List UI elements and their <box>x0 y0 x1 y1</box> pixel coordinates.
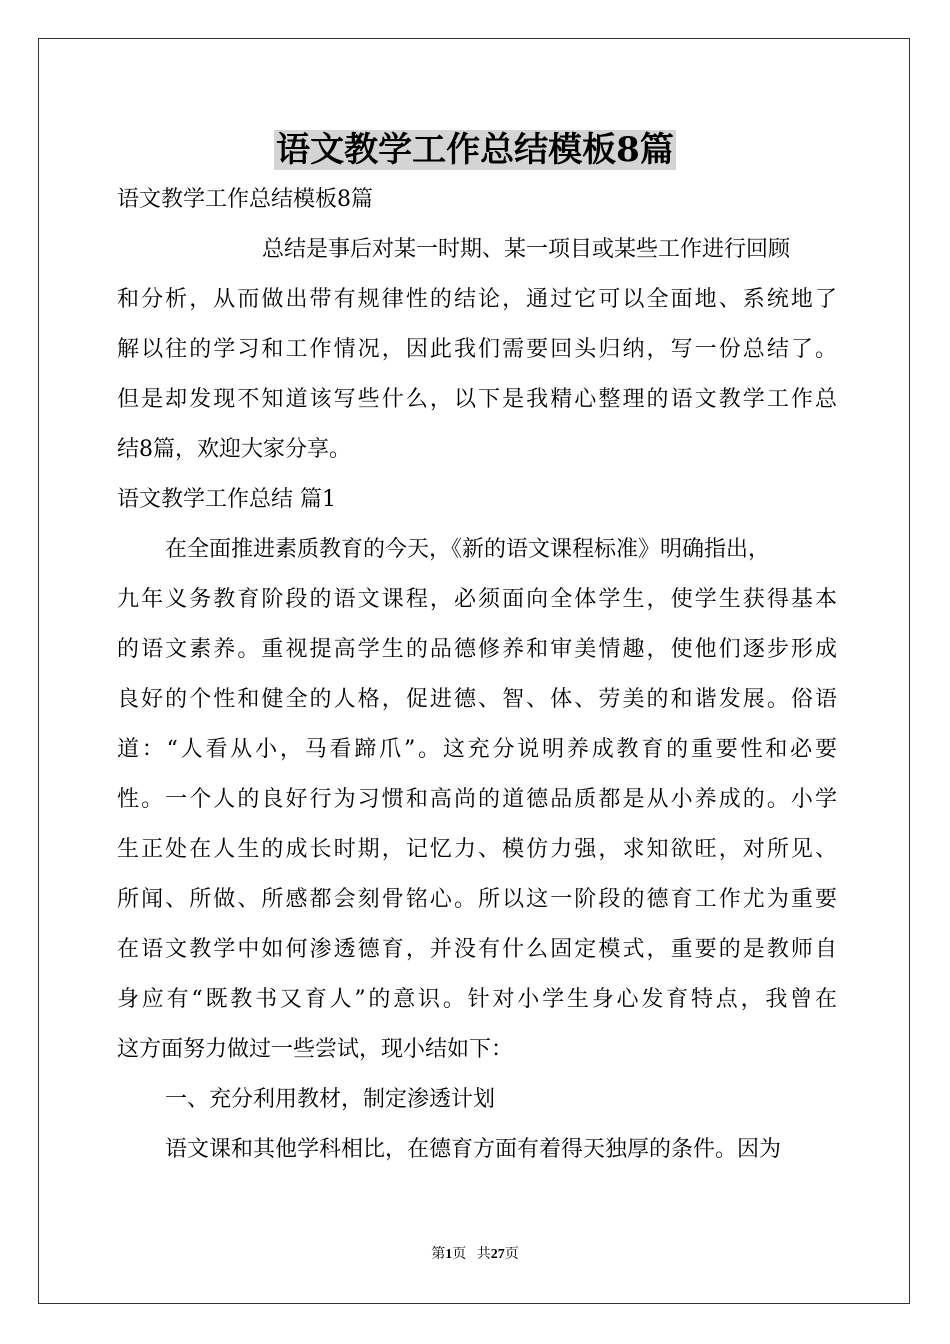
intro-line: 结8篇，欢迎大家分享。 <box>117 437 351 462</box>
intro-line: 和分析，从而做出带有规律性的结论，通过它可以全面地、系统地了 <box>117 287 837 312</box>
document-title-text: 语文教学工作总结模板8篇 <box>276 130 674 170</box>
body-line: 在语文教学中如何渗透德育，并没有什么固定模式，重要的是教师自 <box>117 937 837 962</box>
total-label-suffix: 页 <box>504 1247 519 1262</box>
page-footer <box>0 1243 950 1263</box>
total-label-prefix: 共 <box>476 1247 491 1262</box>
body-line: 性。一个人的良好行为习惯和高尚的道德品质都是从小养成的。小学 <box>117 787 837 812</box>
body-line: 道：“人看从小，马看蹄爪”。这充分说明养成教育的重要性和必要 <box>117 737 837 762</box>
body-line: 在全面推进素质教育的今天，《新的语文课程标准》明确指出， <box>165 537 771 562</box>
body-line-last: 语文课和其他学科相比，在德育方面有着得天独厚的条件。因为 <box>165 1137 782 1162</box>
page-label-prefix: 第 <box>431 1247 446 1262</box>
subheading: 一、充分利用教材，制定渗透计划 <box>165 1087 496 1112</box>
page-number: 1 <box>445 1247 453 1262</box>
document-subtitle: 语文教学工作总结模板8篇 <box>117 187 373 212</box>
body-line: 所闻、所做、所感都会刻骨铭心。所以这一阶段的德育工作尤为重要 <box>117 887 837 912</box>
intro-line: 解以往的学习和工作情况，因此我们需要回头归纳，写一份总结了。 <box>117 337 837 362</box>
body-line: 九年义务教育阶段的语文课程，必须面向全体学生，使学生获得基本 <box>117 587 837 612</box>
body-line: 这方面努力做过一些尝试，现小结如下： <box>117 1037 514 1062</box>
total-pages: 27 <box>490 1247 505 1262</box>
body-line: 的语文素养。重视提高学生的品德修养和审美情趣，使他们逐步形成 <box>117 637 837 662</box>
body-line: 身应有“既教书又育人”的意识。针对小学生身心发育特点，我曾在 <box>117 987 837 1012</box>
page-label-suffix: 页 <box>452 1247 467 1262</box>
body-line: 良好的个性和健全的人格，促进德、智、体、劳美的和谐发展。俗语 <box>117 687 837 712</box>
section-heading: 语文教学工作总结 篇1 <box>117 487 336 512</box>
document-title <box>0 124 950 176</box>
intro-line: 但是却发现不知道该写些什么，以下是我精心整理的语文教学工作总 <box>117 387 837 412</box>
body-line: 生正处在人生的成长时期，记忆力、模仿力强，求知欲旺，对所见、 <box>117 837 837 862</box>
intro-line: 总结是事后对某一时期、某一项目或某些工作进行回顾 <box>262 237 791 262</box>
